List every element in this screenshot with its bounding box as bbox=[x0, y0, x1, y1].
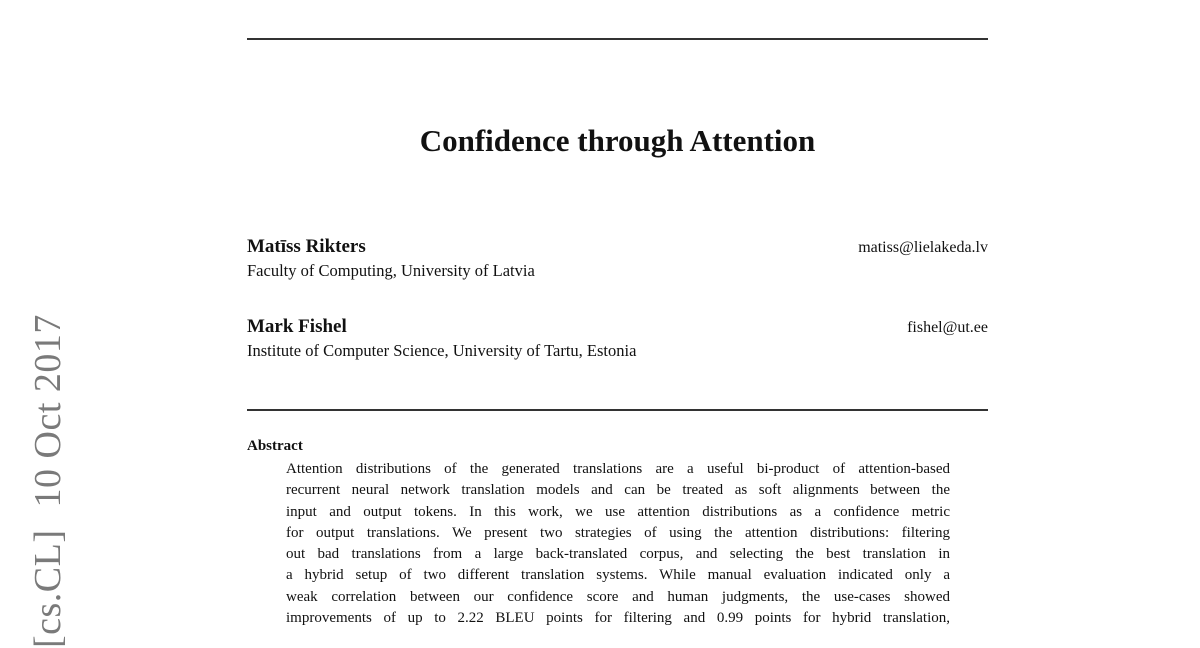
abstract-body bbox=[286, 459, 950, 629]
arxiv-category: [cs.CL] bbox=[27, 529, 69, 648]
abstract-line: recurrent neural network translation models and can be treated as soft alignments between the bbox=[286, 482, 950, 499]
author-email[interactable]: matiss@lielakeda.lv bbox=[858, 239, 988, 256]
author-affiliation: Faculty of Computing, University of Latvia bbox=[247, 261, 535, 280]
author-affiliation: Institute of Computer Science, University of Tartu, Estonia bbox=[247, 341, 637, 360]
author-header-row bbox=[247, 315, 988, 339]
abstract-line: out bad translations from a large back-translated corpus, and selecting the best translation in bbox=[286, 546, 950, 563]
abstract-line: a hybrid setup of two different translation systems. While manual evaluation indicated only a bbox=[286, 567, 950, 584]
author-block bbox=[247, 235, 988, 282]
arxiv-date: 10 Oct 2017 bbox=[27, 314, 69, 508]
author-block bbox=[247, 315, 988, 362]
top-rule bbox=[247, 38, 988, 40]
author-header-row bbox=[247, 235, 988, 259]
arxiv-side-stamp bbox=[28, 314, 68, 648]
abstract-heading: Abstract bbox=[247, 438, 303, 454]
author-name: Matīss Rikters bbox=[247, 236, 366, 257]
author-name: Mark Fishel bbox=[247, 316, 347, 337]
author-email[interactable]: fishel@ut.ee bbox=[907, 319, 988, 336]
abstract-line: improvements of up to 2.22 BLEU points for filtering and 0.99 points for hybrid translation, bbox=[286, 610, 950, 627]
abstract-line: input and output tokens. In this work, we use attention distributions as a confidence metric bbox=[286, 503, 950, 520]
paper-title: Confidence through Attention bbox=[419, 123, 816, 158]
abstract-line: Attention distributions of the generated translations are a useful bi-product of attention-based bbox=[286, 461, 950, 477]
section-rule bbox=[247, 409, 988, 411]
abstract-line: for output translations. We present two strategies of using the attention distributions: filtering bbox=[286, 524, 950, 541]
abstract-line: weak correlation between our confidence score and human judgments, the use-cases showed bbox=[286, 588, 950, 605]
